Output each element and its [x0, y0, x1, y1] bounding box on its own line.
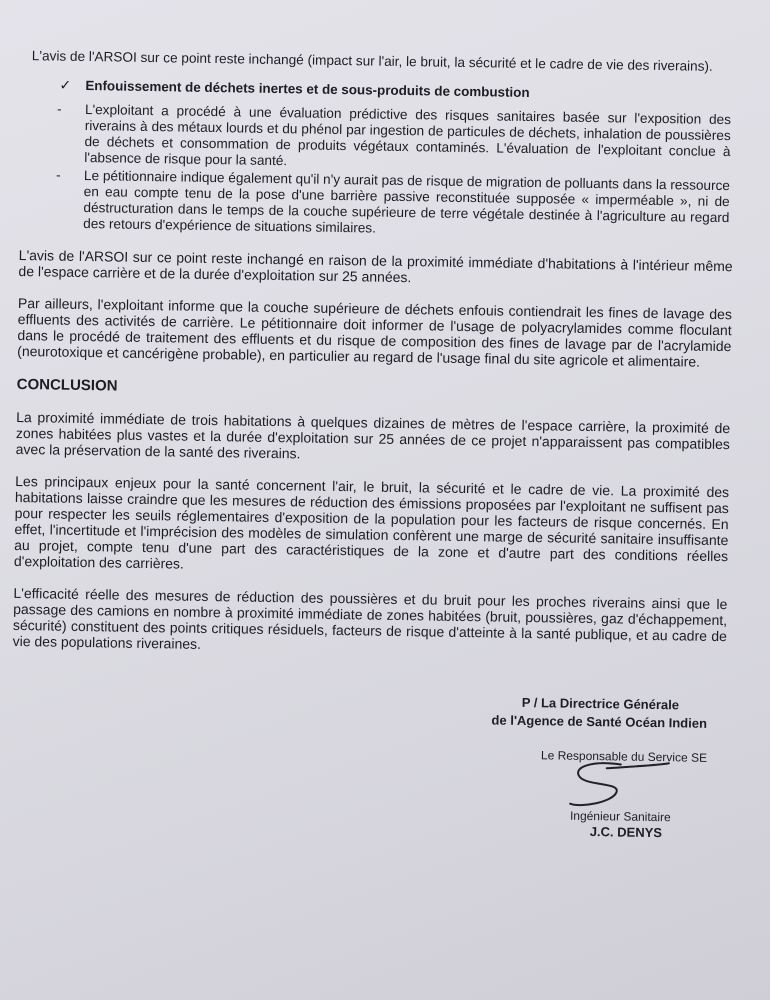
conclusion-paragraph: L'efficacité réelle des mesures de réduction des poussières et du bruit pour les proches riverains ainsi que le passage des camions en nombre à proximité immédiate de zones habitées (bruit, poussières, gaz d'échappement, sécurité) constituent des points critiques résiduels, facteurs de risque d'atteinte à la santé publique, et au cadre de vie des populations riveraines.	[12, 584, 728, 652]
signature-agency: de l'Agence de Santé Océan Indien	[491, 712, 708, 731]
subheading-row	[59, 77, 741, 105]
conclusion-paragraph: Les principaux enjeux pour la santé concernent l'air, le bruit, la sécurité et le cadre de vie. La proximité des habitations laisse craindre que les mesures de réduction des émissions proposées par l'exploitant ne suffisent pas pour respecter les seuils réglementaires d'exposition de la population pour les facteurs de risque concernés. En effet, l'incertitude et l'imprécision des modèles de simulation confèrent une marge de sécurité sanitaire insuffisante au projet, compte tenu d'une part des caractéristiques de la zone et d'autre part des conditions réelles d'exploitation des carrières.	[13, 472, 730, 572]
signature-position: Ingénieur Sanitaire	[569, 808, 671, 825]
dash-icon: -	[55, 167, 61, 183]
signature-block	[9, 687, 731, 858]
document-page	[9, 48, 741, 858]
bullet-item	[56, 102, 741, 177]
paragraph-acrylamide: Par ailleurs, l'exploitant informe que la couche supérieure de déchets enfouis contiendrait les fines de lavage des effluents des activités de carrière. Le pétitionnaire doit informer de l'usage de polyacrylamides comme floculant dans le procédé de traitement des effluents et du risque de composition des fines de lavage par de l'acrylamide (neurotoxique et cancérigène probable), en particulier au regard de l'usage final du site agricole et alimentaire.	[17, 294, 733, 370]
paragraph-arsoi-opinion: L'avis de l'ARSOI sur ce point reste inchangé en raison de la proximité immédiate d'habitations à l'intérieur même de l'espace carrière et de la durée d'exploitation sur 25 années.	[18, 246, 733, 286]
conclusion-title: CONCLUSION	[16, 375, 118, 395]
dash-icon: -	[56, 101, 62, 117]
bullet-item	[55, 168, 740, 243]
intro-paragraph: L'avis de l'ARSOI sur ce point reste inchangé (impact sur l'air, le bruit, la sécurité et le cadre de vie des riverains).	[31, 48, 713, 74]
checkmark-icon: ✓	[59, 76, 72, 93]
conclusion-paragraph: La proximité immédiate de trois habitations à quelques dizaines de mètres de l'espace carrière, la proximité de zones habitées plus vastes et la durée d'exploitation sur 25 années de ce projet n'apparaissent pas compatibles avec la préservation de la santé des riverains.	[15, 408, 731, 462]
signature-role: Le Responsable du Service SE	[540, 748, 708, 765]
subheading: Enfouissement de déchets inertes et de sous-produits de combustion	[85, 78, 530, 100]
bullet-text: L'exploitant a procédé à une évaluation prédictive des risques sanitaires basée sur l'exposition des riverains à des métaux lourds et du phénol par ingestion de particules de déchets, inhalation de poussières de déchets et consommation de produits végétaux contaminés. L'évaluation de l'exploitant conclue à l'absence de risque pour la santé.	[84, 101, 732, 169]
handwritten-signature	[550, 745, 681, 817]
signatory-name: J.C. DENYS	[589, 824, 663, 841]
bullet-text: Le pétitionnaire indique également qu'il n'y aurait pas de risque de migration de polluants dans la ressource en eau compte tenu de la pose d'une barrière passive reconstituée supposée « imperméable », ni de déstructuration dans le temps de la couche supérieure de terre végétale destinée à l'agriculture au regard des retours d'expérience de situations similaires.	[83, 167, 731, 236]
signature-title: P / La Directrice Générale	[521, 694, 680, 713]
